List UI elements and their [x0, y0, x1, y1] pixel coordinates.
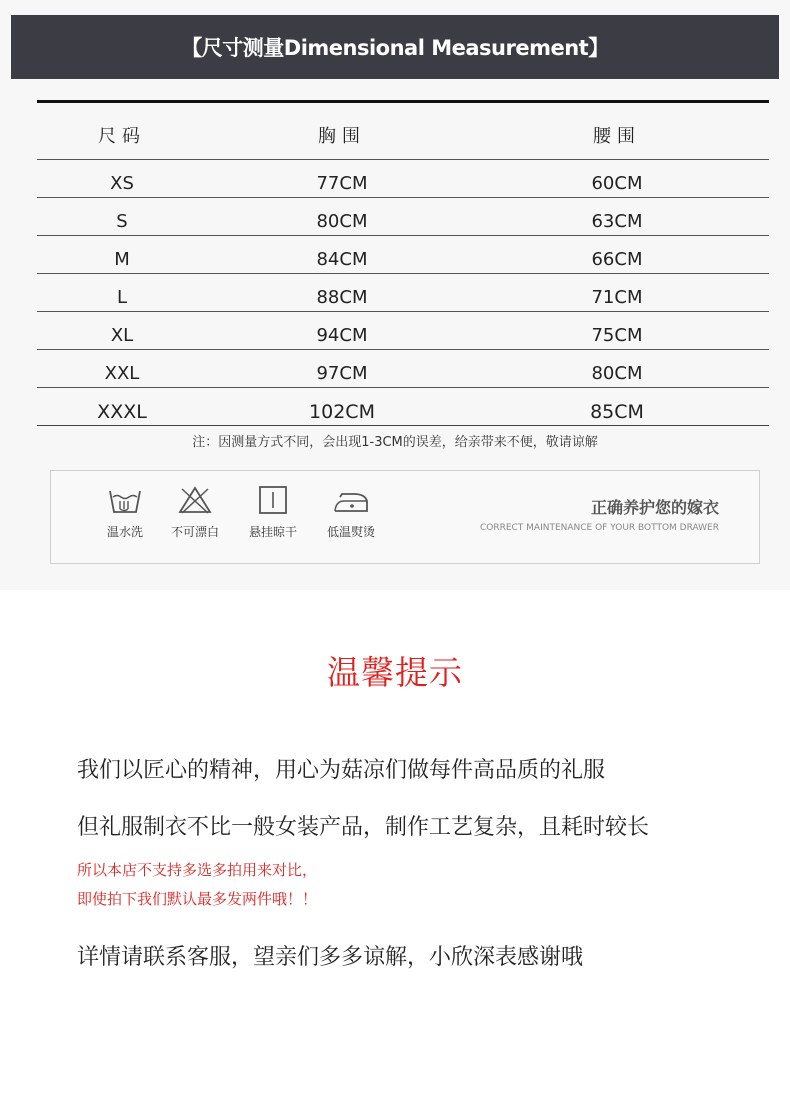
bust-cell: 80CM — [316, 211, 368, 232]
care-label: 低温熨烫 — [326, 525, 375, 539]
banner-title: 【尺寸测量Dimensional Measurement】 — [181, 36, 609, 60]
size-cell: S — [116, 211, 128, 232]
table-row — [37, 388, 769, 426]
care-title: 正确养护您的嫁衣 — [590, 498, 719, 517]
table-row — [37, 198, 769, 236]
tips-paragraph-2: 但礼服制衣不比一般女装产品，制作工艺复杂，且耗时较长 — [77, 815, 650, 840]
table-header-row — [37, 103, 769, 160]
tips-title: 温馨提示 — [327, 653, 463, 692]
tips-red-note-1: 所以本店不支持多选多拍用来对比， — [77, 861, 318, 879]
size-cell: L — [116, 287, 128, 308]
bust-cell: 97CM — [316, 363, 368, 384]
care-label: 温水洗 — [106, 525, 143, 539]
size-cell: XXXL — [97, 400, 147, 423]
waist-cell: 60CM — [591, 173, 643, 194]
table-row — [37, 350, 769, 388]
header-size: 尺码 — [98, 126, 146, 147]
bust-cell: 88CM — [316, 287, 368, 308]
waist-cell: 71CM — [591, 287, 643, 308]
tips-paragraph-3: 详情请联系客服，望亲们多多谅解，小欣深表感谢哦 — [77, 945, 584, 970]
bust-cell: 94CM — [316, 325, 368, 346]
hang-dry-icon — [235, 485, 311, 515]
warm-wash-icon — [87, 485, 163, 515]
size-cell: XL — [110, 325, 134, 346]
care-item-warm-wash — [87, 485, 163, 540]
care-subtitle: CORRECT MAINTENANCE OF YOUR BOTTOM DRAWER — [479, 523, 719, 533]
header-waist: 腰围 — [593, 126, 641, 147]
tips-red-note-2: 即使拍下我们默认最多发两件哦！！ — [77, 890, 318, 908]
care-label: 不可漂白 — [170, 525, 219, 539]
waist-cell: 75CM — [591, 325, 643, 346]
waist-cell: 80CM — [591, 363, 643, 384]
care-instructions-box — [50, 470, 760, 564]
waist-cell: 63CM — [591, 211, 643, 232]
table-row — [37, 160, 769, 198]
section-banner — [11, 15, 779, 79]
size-cell: XXL — [104, 363, 140, 384]
care-item-low-iron — [313, 485, 389, 540]
size-table — [37, 100, 769, 426]
waist-cell: 85CM — [590, 400, 644, 423]
bust-cell: 102CM — [309, 400, 375, 423]
care-item-hang-dry — [235, 485, 311, 540]
table-row — [37, 274, 769, 312]
table-row — [37, 236, 769, 274]
bust-cell: 84CM — [316, 249, 368, 270]
waist-cell: 66CM — [591, 249, 643, 270]
bust-cell: 77CM — [316, 173, 368, 194]
measurement-note: 注：因测量方式不同，会出现1-3CM的误差，给亲带来不便，敬请谅解 — [192, 435, 598, 450]
size-cell: XS — [110, 173, 134, 194]
care-label: 悬挂晾干 — [248, 525, 297, 539]
header-bust: 胸围 — [318, 126, 366, 147]
table-row — [37, 312, 769, 350]
no-bleach-icon — [157, 485, 233, 515]
low-iron-icon — [313, 485, 389, 515]
care-item-no-bleach — [157, 485, 233, 540]
size-cell: M — [114, 249, 130, 270]
tips-paragraph-1: 我们以匠心的精神，用心为菇凉们做每件高品质的礼服 — [77, 758, 606, 783]
